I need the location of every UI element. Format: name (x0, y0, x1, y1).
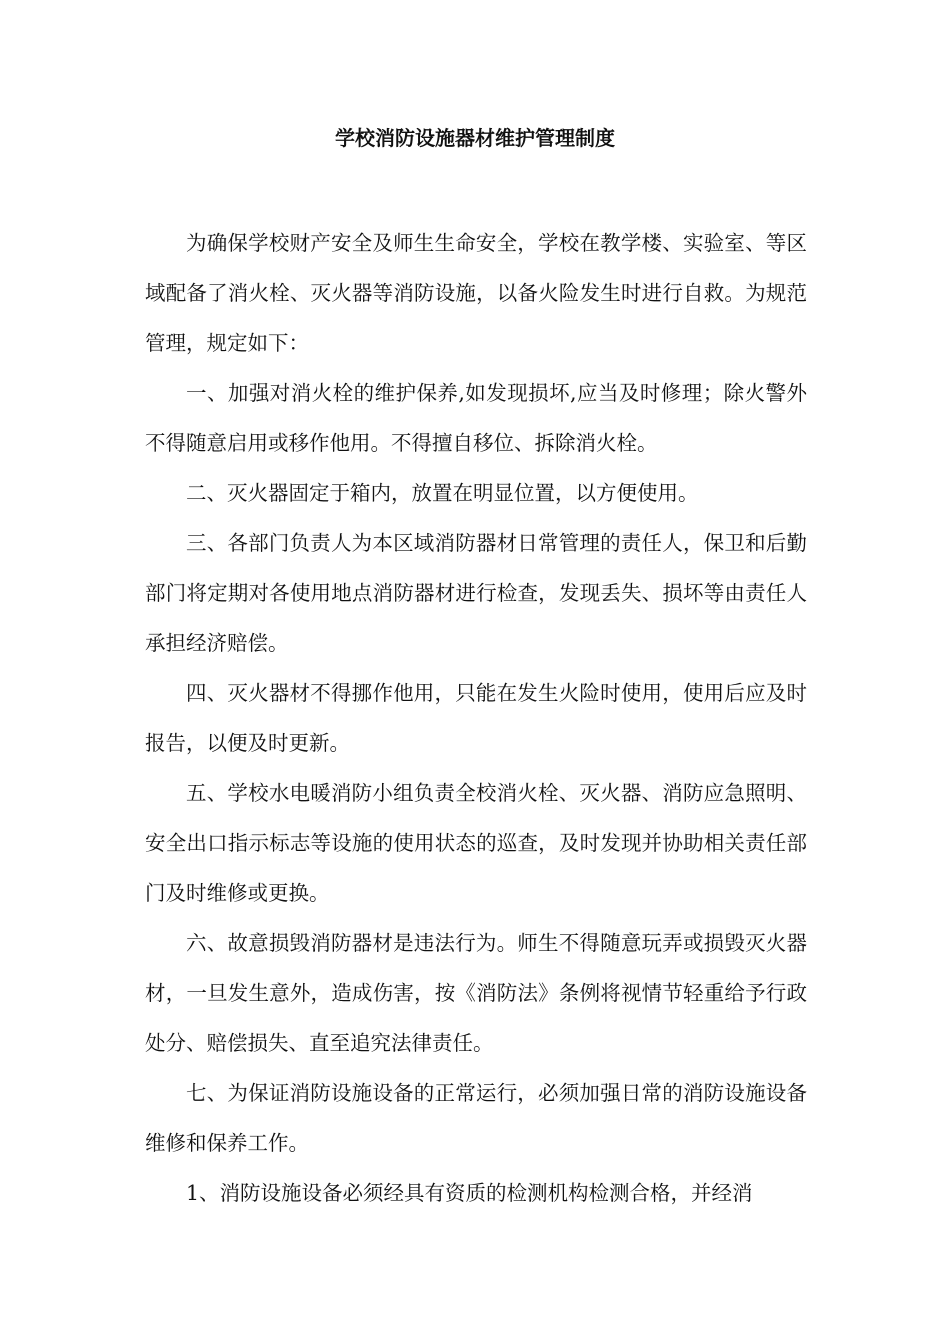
paragraph-item-5: 五、学校水电暖消防小组负责全校消火栓、灭火器、消防应急照明、安全出口指示标志等设施的使用状态的巡查，及时发现并协助相关责任部门及时维修或更换。 (145, 781, 807, 905)
paragraph-item-3: 三、各部门负责人为本区域消防器材日常管理的责任人，保卫和后勤部门将定期对各使用地点消防器材进行检查，发现丢失、损坏等由责任人承担经济赔偿。 (145, 531, 807, 655)
paragraph-item-1: 一、加强对消火栓的维护保养,如发现损坏,应当及时修理；除火警外不得随意启用或移作他用。不得擅自移位、拆除消火栓。 (145, 381, 807, 455)
paragraph-subitem-1: 1、消防设施设备必须经具有资质的检测机构检测合格，并经消 (186, 1181, 753, 1205)
document-body (145, 218, 807, 1218)
paragraph-item-6: 六、故意损毁消防器材是违法行为。师生不得随意玩弄或损毁灭火器材，一旦发生意外，造成伤害，按《消防法》条例将视情节轻重给予行政处分、赔偿损失、直至追究法律责任。 (145, 931, 807, 1055)
paragraph-item-4: 四、灭火器材不得挪作他用，只能在发生火险时使用，使用后应及时报告，以便及时更新。 (145, 681, 807, 755)
document-title: 学校消防设施器材维护管理制度 (335, 126, 615, 150)
paragraph-item-2: 二、灭火器固定于箱内，放置在明显位置，以方便使用。 (186, 481, 699, 505)
paragraph-intro: 为确保学校财产安全及师生生命安全，学校在教学楼、实验室、等区域配备了消火栓、灭火器等消防设施，以备火险发生时进行自救。为规范管理，规定如下： (145, 231, 807, 355)
paragraph-item-7: 七、为保证消防设施设备的正常运行，必须加强日常的消防设施设备维修和保养工作。 (145, 1081, 807, 1155)
